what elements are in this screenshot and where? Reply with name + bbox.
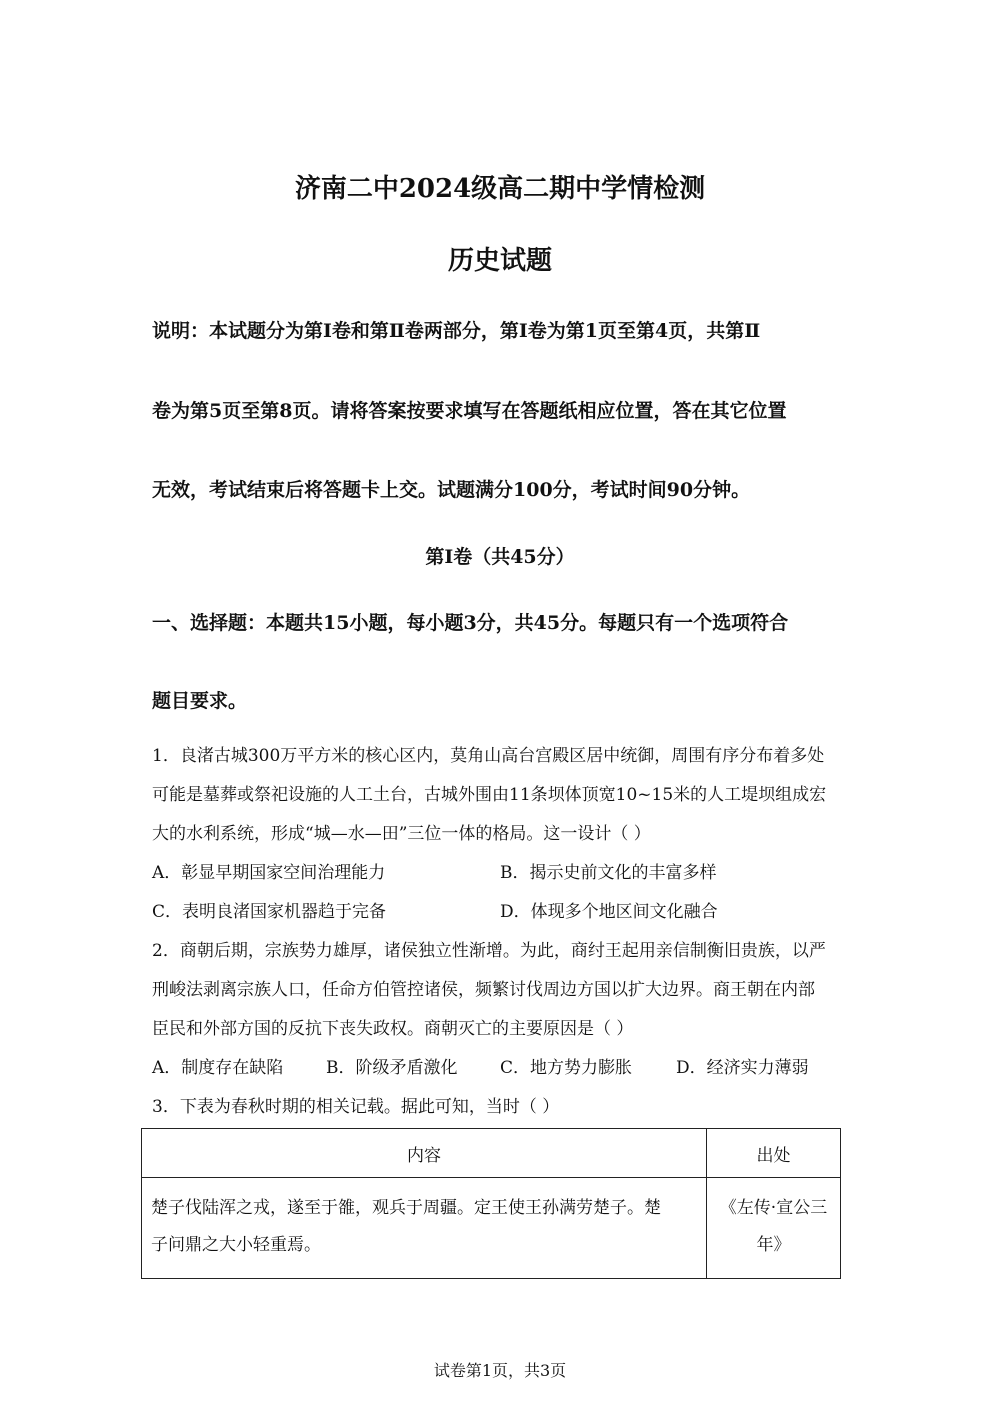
question-1-option-b: B．揭示史前文化的丰富多样 [500,863,717,883]
exam-title: 济南二中2024级高二期中学情检测 [294,174,706,204]
section-heading-line-1: 一、选择题：本题共15小题，每小题3分，共45分。每题只有一个选项符合 [152,612,789,634]
table-content-line-1: 楚子伐陆浑之戎，遂至于雒，观兵于周疆。定王使王孙满劳楚子。楚 [151,1198,661,1218]
table-content-line-2: 子问鼎之大小轻重焉。 [151,1235,321,1255]
instructions-line-1: 说明：本试题分为第Ⅰ卷和第Ⅱ卷两部分，第Ⅰ卷为第1页至第4页，共第Ⅱ [152,320,761,342]
table-header-content: 内容 [142,1129,707,1178]
question-1-line-1: 1．良渚古城300万平方米的核心区内，莫角山高台宫殿区居中统御，周围有序分布着多处 [152,746,825,766]
question-2-option-d: D．经济实力薄弱 [676,1058,809,1078]
question-2-option-a: A．制度存在缺陷 [152,1058,284,1078]
table-header-source: 出处 [707,1129,841,1178]
table-header-row [142,1129,841,1178]
question-1-line-2: 可能是墓葬或祭祀设施的人工土台，古城外围由11条坝体顶宽10~15米的人工堤坝组成宏 [152,785,827,805]
table-cell-source [707,1178,841,1279]
question-1-option-c: C．表明良渚国家机器趋于完备 [152,902,387,922]
section-heading-line-2: 题目要求。 [152,690,248,712]
question-2-line-3: 臣民和外部方国的反抗下丧失政权。商朝灭亡的主要原因是（ ） [152,1019,634,1039]
question-2-line-2: 刑峻法剥离宗族人口，任命方伯管控诸侯，频繁讨伐周边方国以扩大边界。商王朝在内部 [152,980,815,1000]
table-source-line-1: 《左传·宣公三 [719,1198,828,1218]
table-row [142,1178,841,1279]
table-source-line-2: 年》 [756,1235,791,1255]
question-1-option-d: D．体现多个地区间文化融合 [500,902,718,922]
question-2-line-1: 2．商朝后期，宗族势力雄厚，诸侯独立性渐增。为此，商纣王起用亲信制衡旧贵族，以严 [152,941,826,961]
question-1-line-3: 大的水利系统，形成“城—水—田”三位一体的格局。这一设计（ ） [152,824,651,844]
question-2-option-b: B．阶级矛盾激化 [326,1058,458,1078]
instructions-line-2: 卷为第5页至第8页。请将答案按要求填写在答题纸相应位置，答在其它位置 [152,400,787,422]
instructions-line-3: 无效，考试结束后将答题卡上交。试题满分100分，考试时间90分钟。 [152,479,751,501]
table-cell-content [142,1178,707,1279]
exam-subject: 历史试题 [447,246,552,276]
part-heading: 第Ⅰ卷（共45分） [425,546,575,568]
page-footer: 试卷第1页，共3页 [433,1361,567,1380]
question-3-line-1: 3．下表为春秋时期的相关记载。据此可知，当时（ ） [152,1097,560,1117]
question-3-table [141,1128,841,1279]
question-1-option-a: A．彰显早期国家空间治理能力 [152,863,386,883]
question-2-option-c: C．地方势力膨胀 [500,1058,633,1078]
